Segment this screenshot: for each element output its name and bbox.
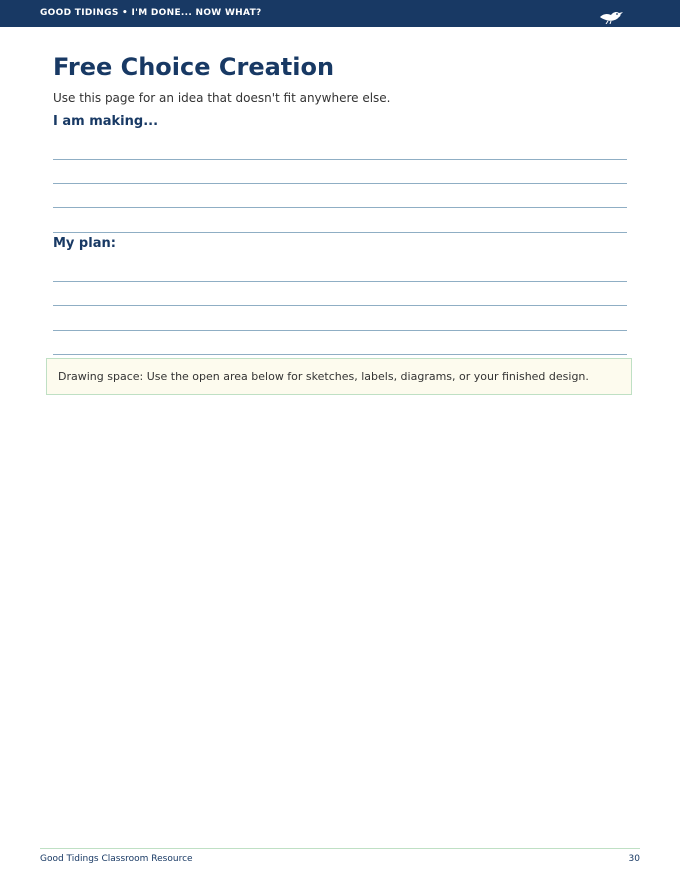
- making-label: I am making...: [53, 114, 159, 129]
- page-intro: Use this page for an idea that doesn't fit anywhere else.: [53, 91, 391, 105]
- making-write-line[interactable]: [53, 232, 627, 233]
- drawing-space-text: Drawing space: Use the open area below for sketches, labels, diagrams, or your finished design.: [58, 370, 589, 383]
- bird-logo-icon: [598, 8, 626, 24]
- header-title: GOOD TIDINGS • I'M DONE... NOW WHAT?: [40, 8, 262, 18]
- making-write-line[interactable]: [53, 159, 627, 160]
- header-bar: [0, 0, 680, 27]
- plan-label: My plan:: [53, 236, 116, 251]
- plan-write-line[interactable]: [53, 354, 627, 355]
- plan-write-line[interactable]: [53, 305, 627, 306]
- plan-write-line[interactable]: [53, 281, 627, 282]
- page-number: 30: [628, 854, 640, 864]
- plan-write-line[interactable]: [53, 330, 627, 331]
- page-title: Free Choice Creation: [53, 53, 335, 81]
- footer-divider: [40, 848, 640, 849]
- making-write-line[interactable]: [53, 207, 627, 208]
- drawing-space-note: [46, 358, 632, 395]
- footer-resource-label: Good Tidings Classroom Resource: [40, 854, 193, 864]
- making-write-line[interactable]: [53, 183, 627, 184]
